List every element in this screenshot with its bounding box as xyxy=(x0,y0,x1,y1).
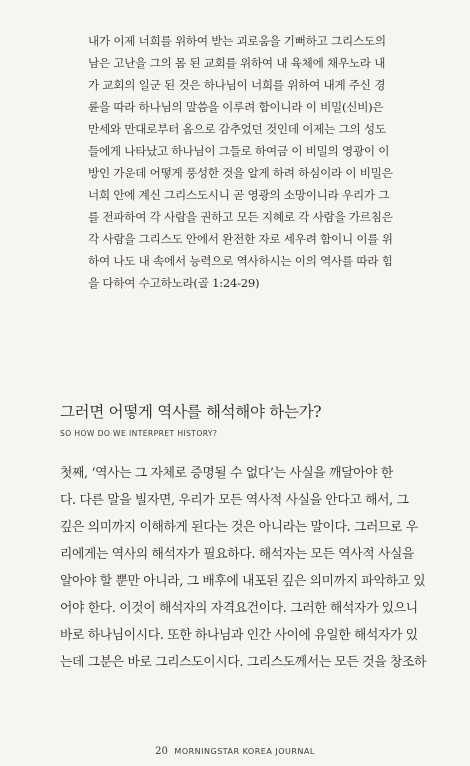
section-heading: 그러면 어떻게 역사를 해석해야 하는가? xyxy=(60,403,322,421)
quote-line: 가 교회의 일군 된 것은 하나님이 너희를 위하여 내게 주신 경 xyxy=(88,78,386,92)
quote-line: 너희 안에 계신 그리스도시니 곧 영광의 소망이니라 우리가 그 xyxy=(88,188,390,202)
quote-line: 을 다하여 수고하노라(골 1:24-29) xyxy=(88,276,260,290)
body-line: 리에게는 역사의 해석자가 필요하다. 해석자는 모든 역사적 사실을 xyxy=(60,547,415,562)
section-subheading: SO HOW DO WE INTERPRET HISTORY? xyxy=(60,429,218,438)
quote-line: 를 전파하여 각 사람을 권하고 모든 지혜로 각 사람을 가르침은 xyxy=(88,210,393,224)
quote-line: 륜을 따라 하나님의 말씀을 이루려 함이니라 이 비밀(신비)은 xyxy=(88,100,384,114)
body-line: 어야 한다. 이것이 해석자의 자격요건이다. 그러한 해석자가 있으니 xyxy=(60,601,418,616)
journal-title: MORNINGSTAR KOREA JOURNAL xyxy=(174,747,315,756)
body-text xyxy=(60,460,436,676)
body-line: 다. 다른 말을 빌자면, 우리가 모든 역사적 사실을 안다고 해서, 그 xyxy=(60,493,409,508)
body-line: 깊은 의미까지 이해하게 된다는 것은 아니라는 말이다. 그러므로 우 xyxy=(60,520,418,535)
quote-line: 만세와 만대로부터 옴으로 감추었던 것인데 이제는 그의 성도 xyxy=(88,122,386,136)
body-line: 알아야 할 뿐만 아니라, 그 배후에 내포된 깊은 의미까지 파악하고 있 xyxy=(60,574,426,589)
body-line: 바로 하나님이시다. 또한 하나님과 인간 사이에 유일한 해석자가 있 xyxy=(60,628,418,643)
quote-line: 각 사람을 그리스도 안에서 완전한 자로 세우려 함이니 이를 위 xyxy=(88,232,393,246)
quote-line: 내가 이제 너희를 위하여 받는 괴로움을 기뻐하고 그리스도의 xyxy=(88,34,386,48)
quote-line: 들에게 나타났고 하나님이 그들로 하여금 이 비밀의 영광이 이 xyxy=(88,144,390,158)
page-footer xyxy=(0,746,470,757)
scripture-quote xyxy=(88,30,406,294)
quote-line: 방인 가운데 어떻게 풍성한 것을 알게 하려 하심이라 이 비밀은 xyxy=(88,166,393,180)
quote-line: 하여 나도 내 속에서 능력으로 역사하시는 이의 역사를 따라 힘 xyxy=(88,254,393,268)
quote-line: 남은 고난을 그의 몸 된 교회를 위하여 내 육체에 채우노라 내 xyxy=(88,56,386,70)
body-line: 첫째, ‘역사는 그 자체로 증명될 수 없다’는 사실을 깨달아야 한 xyxy=(60,466,393,481)
page-number: 20 xyxy=(155,746,168,757)
body-line: 는데 그분은 바로 그리스도이시다. 그리스도께서는 모든 것을 창조하 xyxy=(60,655,427,670)
